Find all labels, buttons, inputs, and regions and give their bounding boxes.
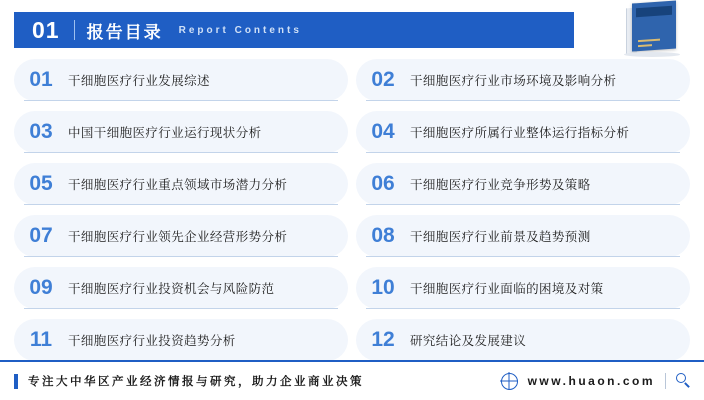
- globe-icon: [501, 373, 518, 390]
- page-title-english: Report Contents: [178, 24, 302, 36]
- list-item[interactable]: [356, 163, 690, 205]
- header-divider: [74, 20, 75, 40]
- item-number: 09: [29, 276, 53, 299]
- search-icon-handle: [684, 382, 689, 387]
- item-label: 干细胞医疗行业投资机会与风险防范: [68, 282, 275, 296]
- footer-slogan: 专注大中华区产业经济情报与研究，助力企业商业决策: [28, 376, 364, 388]
- footer-separator: [665, 373, 666, 389]
- footer-website[interactable]: www.huaon.com: [527, 374, 655, 388]
- report-book-icon: [618, 2, 690, 58]
- item-label: 干细胞医疗行业重点领域市场潜力分析: [68, 178, 288, 192]
- list-item[interactable]: [356, 267, 690, 309]
- list-item[interactable]: [14, 319, 348, 361]
- book-cover: [632, 0, 676, 51]
- header-section-number: 01: [32, 16, 60, 43]
- page-title: 报告目录: [86, 22, 163, 42]
- item-number: 11: [29, 328, 53, 351]
- item-number: 12: [371, 328, 395, 351]
- item-label: 干细胞医疗行业面临的困境及对策: [410, 282, 604, 296]
- item-label: 干细胞医疗行业市场环境及影响分析: [410, 74, 617, 88]
- list-item[interactable]: [14, 111, 348, 153]
- item-number: 08: [371, 224, 395, 247]
- page-footer: [0, 360, 704, 400]
- book-cover-band: [636, 6, 672, 18]
- list-item[interactable]: [356, 215, 690, 257]
- item-number: 04: [371, 120, 395, 143]
- footer-slogan-group: [14, 373, 364, 389]
- contents-list: [14, 56, 690, 356]
- item-label: 干细胞医疗行业竞争形势及策略: [410, 178, 591, 192]
- list-item[interactable]: [14, 267, 348, 309]
- item-number: 10: [371, 276, 395, 299]
- item-number: 05: [29, 172, 53, 195]
- item-label: 干细胞医疗行业领先企业经营形势分析: [68, 230, 288, 244]
- item-number: 06: [371, 172, 395, 195]
- item-label: 干细胞医疗行业前景及趋势预测: [410, 230, 591, 244]
- item-label: 研究结论及发展建议: [410, 334, 527, 348]
- page-header: [14, 12, 574, 48]
- list-item[interactable]: [356, 319, 690, 361]
- book-cover-line-2: [638, 44, 652, 47]
- list-item[interactable]: [14, 163, 348, 205]
- list-item[interactable]: [356, 59, 690, 101]
- list-item[interactable]: [14, 59, 348, 101]
- footer-accent-bar: [14, 374, 18, 389]
- book-cover-line-1: [638, 39, 660, 43]
- item-number: 02: [371, 68, 395, 91]
- item-label: 中国干细胞医疗行业运行现状分析: [68, 126, 262, 140]
- footer-website-group: [501, 373, 692, 390]
- item-label: 干细胞医疗所属行业整体运行指标分析: [410, 126, 630, 140]
- list-item[interactable]: [14, 215, 348, 257]
- item-label: 干细胞医疗行业投资趋势分析: [68, 334, 236, 348]
- item-label: 干细胞医疗行业发展综述: [68, 74, 210, 88]
- search-icon[interactable]: [676, 373, 692, 389]
- list-item[interactable]: [356, 111, 690, 153]
- item-number: 03: [29, 120, 53, 143]
- item-number: 01: [29, 68, 53, 91]
- item-number: 07: [29, 224, 53, 247]
